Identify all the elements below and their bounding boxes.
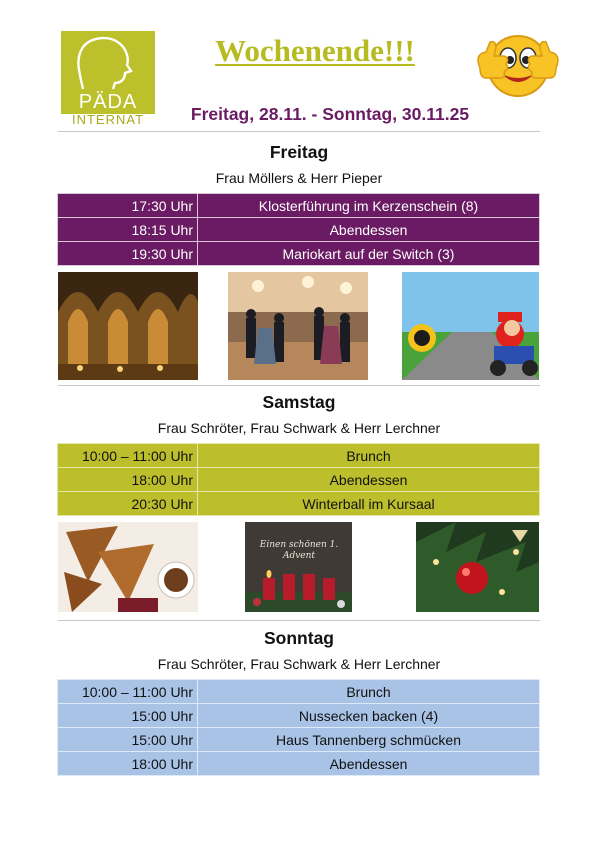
- paeda-internat-logo: [61, 31, 155, 125]
- logo-line1: PÄDA: [78, 91, 138, 113]
- saturday-staff: Frau Schröter, Frau Schwark & Herr Lerchner: [157, 420, 441, 436]
- friday-staff: Frau Möllers & Herr Pieper: [215, 170, 383, 186]
- table-row: [58, 242, 540, 266]
- ballroom-dance-photo: [228, 272, 368, 380]
- time-cell: 18:00 Uhr: [58, 468, 198, 492]
- divider: [58, 620, 540, 621]
- time-cell: 18:00 Uhr: [58, 752, 198, 776]
- advent-candles-photo: [245, 522, 352, 612]
- time-cell: 19:30 Uhr: [58, 242, 198, 266]
- activity-cell: Brunch: [198, 444, 540, 468]
- table-row: [58, 468, 540, 492]
- activity-cell: Abendessen: [198, 752, 540, 776]
- advent-card-text: Einen schönen 1. Advent: [259, 540, 339, 561]
- table-row: [58, 704, 540, 728]
- table-row: [58, 752, 540, 776]
- friday-heading: Freitag: [269, 142, 329, 162]
- divider: [58, 385, 540, 386]
- thumbs-up-smiley-icon: [466, 28, 570, 100]
- time-cell: 10:00 – 11:00 Uhr: [58, 444, 198, 468]
- activity-cell: Haus Tannenberg schmücken: [198, 728, 540, 752]
- friday-schedule-table: [57, 193, 540, 266]
- time-cell: 10:00 – 11:00 Uhr: [58, 680, 198, 704]
- head-profile-icon: [61, 31, 155, 91]
- activity-cell: Abendessen: [198, 218, 540, 242]
- time-cell: 20:30 Uhr: [58, 492, 198, 516]
- activity-cell: Abendessen: [198, 468, 540, 492]
- time-cell: 18:15 Uhr: [58, 218, 198, 242]
- nut-corners-coffee-photo: [58, 522, 198, 612]
- table-row: [58, 680, 540, 704]
- activity-cell: Nussecken backen (4): [198, 704, 540, 728]
- mario-kart-photo: [402, 272, 539, 380]
- sunday-staff: Frau Schröter, Frau Schwark & Herr Lerchner: [157, 656, 441, 672]
- sunday-schedule-table: [57, 679, 540, 776]
- time-cell: 15:00 Uhr: [58, 728, 198, 752]
- activity-cell: Mariokart auf der Switch (3): [198, 242, 540, 266]
- divider: [58, 131, 540, 132]
- time-cell: 17:30 Uhr: [58, 194, 198, 218]
- saturday-schedule-table: [57, 443, 540, 516]
- activity-cell: Winterball im Kursaal: [198, 492, 540, 516]
- activity-cell: Klosterführung im Kerzenschein (8): [198, 194, 540, 218]
- cloister-photo: [58, 272, 198, 380]
- table-row: [58, 492, 540, 516]
- table-row: [58, 728, 540, 752]
- saturday-heading: Samstag: [262, 392, 336, 412]
- table-row: [58, 444, 540, 468]
- christmas-tree-bauble-photo: [416, 522, 539, 612]
- sunday-heading: Sonntag: [264, 628, 334, 648]
- date-range: Freitag, 28.11. - Sonntag, 30.11.25: [190, 104, 470, 124]
- page-title: Wochenende!!!: [215, 33, 415, 68]
- activity-cell: Brunch: [198, 680, 540, 704]
- table-row: [58, 218, 540, 242]
- logo-line2: INTERNAT: [71, 112, 145, 125]
- time-cell: 15:00 Uhr: [58, 704, 198, 728]
- table-row: [58, 194, 540, 218]
